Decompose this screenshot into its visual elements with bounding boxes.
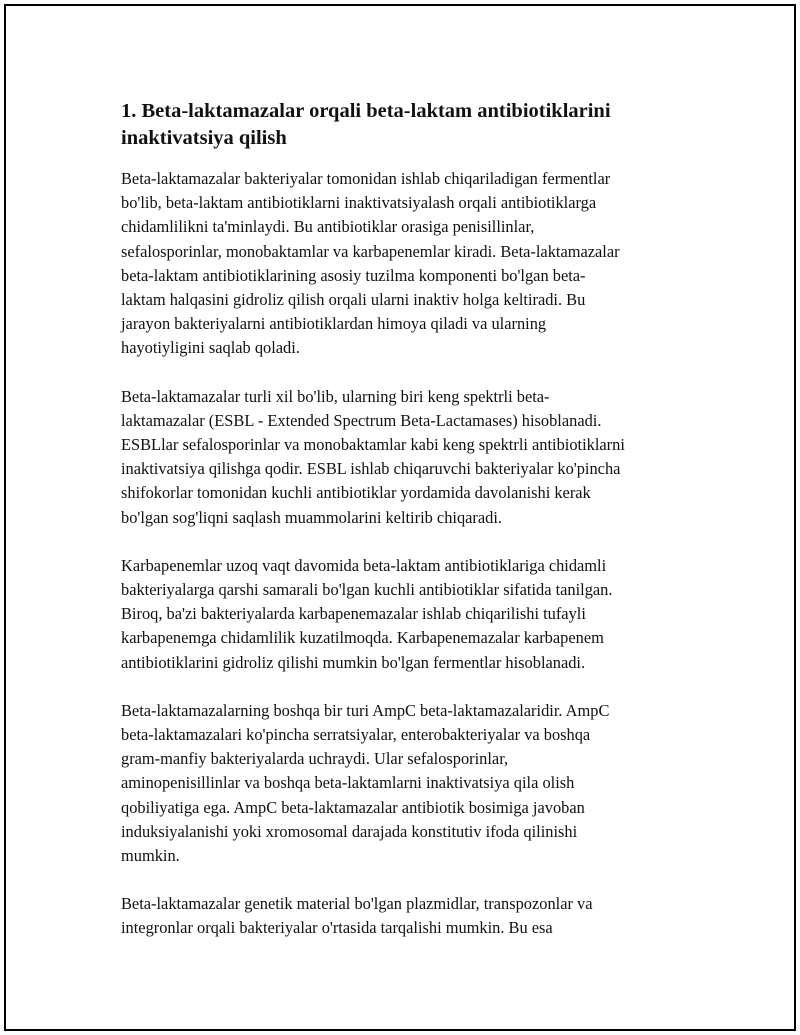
text-line: Beta-laktamazalar bakteriyalar tomonidan ishlab chiqariladigan fermentlar [121, 169, 611, 188]
text-line: bo'lgan sog'liqni saqlash muammolarini keltirib chiqaradi. [121, 507, 502, 527]
paragraph-3 [121, 554, 711, 675]
text-line: Beta-laktamazalarning boshqa bir turi AmpC beta-laktamazalaridir. AmpC [121, 700, 610, 720]
text-line: inaktivatsiya qilishga qodir. ESBL ishlab chiqaruvchi bakteriyalar ko'pincha [121, 459, 621, 479]
text-line: Beta-laktamazalar genetik material bo'lgan plazmidlar, transpozonlar va [121, 894, 593, 914]
text-line: induksiyalanishi yoki xromosomal darajada konstitutiv ifoda qilinishi [121, 821, 578, 841]
text-line: mumkin. [121, 846, 180, 866]
text-line: Beta-laktamazalar turli xil bo'lib, ularning biri keng spektrli beta- [121, 386, 550, 406]
text-line: aminopenisillinlar va boshqa beta-laktamlarni inaktivatsiya qila olish [121, 773, 575, 793]
paragraph-5 [121, 892, 711, 940]
text-line: chidamlilikni ta'minlaydi. Bu antibiotiklar orasiga penisillinlar, [121, 217, 535, 237]
text-line: jarayon bakteriyalarni antibiotiklardan himoya qiladi va ularning [121, 314, 547, 334]
paragraph-2 [121, 385, 711, 530]
text-line: bakteriyalarga qarshi samarali bo'lgan kuchli antibiotiklar sifatida tanilgan. [121, 580, 613, 600]
text-line: beta-laktam antibiotiklarining asosiy tuzilma komponenti bo'lgan beta- [121, 265, 586, 285]
text-line: Karbapenemlar uzoq vaqt davomida beta-laktam antibiotiklariga chidamli [121, 555, 607, 575]
text-line: ESBLlar sefalosporinlar va monobaktamlar kabi keng spektrli antibiotiklarni [121, 435, 625, 455]
text-line: sefalosporinlar, monobaktamlar va karbapenemlar kiradi. Beta-laktamazalar [121, 241, 620, 261]
document-body [121, 98, 711, 965]
text-line: bo'lib, beta-laktam antibiotiklarni inaktivatsiyalash orqali antibiotiklarga [121, 193, 597, 213]
heading-line: inaktivatsiya qilish [121, 127, 287, 149]
text-line: laktam halqasini gidroliz qilish orqali ularni inaktiv holga keltiradi. Bu [121, 290, 586, 310]
page-frame [4, 4, 796, 1031]
text-line: beta-laktamazalari ko'pincha serratsiyalar, enterobakteriyalar va boshqa [121, 725, 591, 745]
text-line: shifokorlar tomonidan kuchli antibiotiklar yordamida davolanishi kerak [121, 483, 591, 503]
section-heading [121, 98, 711, 152]
text-line: gram-manfiy bakteriyalarda uchraydi. Ular sefalosporinlar, [121, 749, 509, 769]
heading-line: 1. Beta-laktamazalar orqali beta-laktam antibiotiklarini [121, 100, 611, 122]
text-line: karbapenemga chidamlilik kuzatilmoqda. Karbapenemazalar karbapenem [121, 628, 604, 648]
text-line: integronlar orqali bakteriyalar o'rtasida tarqalishi mumkin. Bu esa [121, 918, 553, 938]
paragraph-1 [121, 167, 711, 361]
text-line: antibiotiklarini gidroliz qilishi mumkin bo'lgan fermentlar hisoblanadi. [121, 652, 586, 672]
text-line: qobiliyatiga ega. AmpC beta-laktamazalar antibiotik bosimiga javoban [121, 797, 585, 817]
text-line: laktamazalar (ESBL - Extended Spectrum Beta-Lactamases) hisoblanadi. [121, 410, 602, 430]
text-line: hayotiyligini saqlab qoladi. [121, 338, 300, 358]
paragraph-4 [121, 699, 711, 868]
text-line: Biroq, ba'zi bakteriyalarda karbapenemazalar ishlab chiqarilishi tufayli [121, 604, 586, 624]
